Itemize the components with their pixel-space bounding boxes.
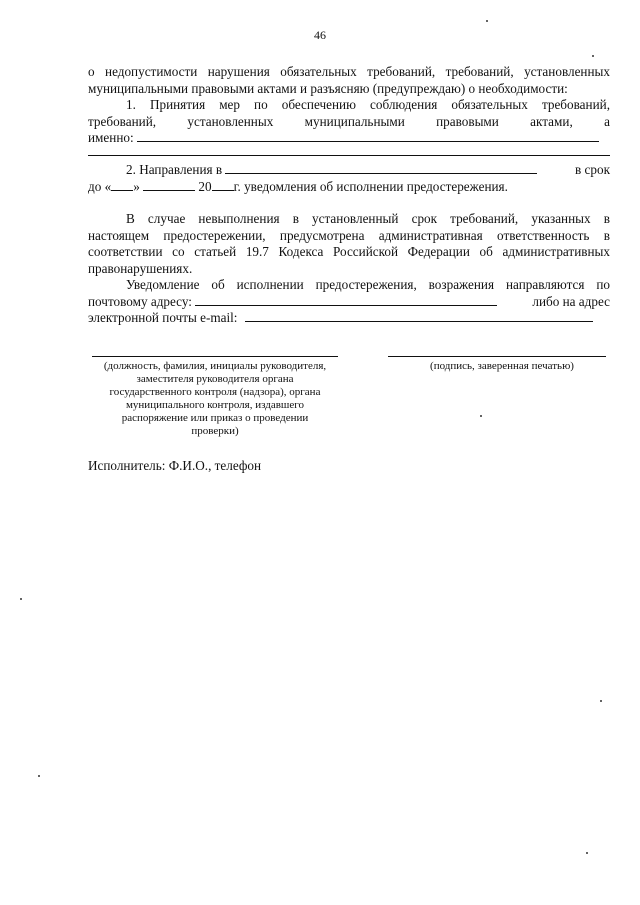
notification-line-3 <box>88 310 610 327</box>
liability-line-1: В случае невыполнения в установленный срок требований, указанных в <box>126 211 610 226</box>
postal-or-email: либо на адрес <box>532 293 610 309</box>
official-caption-line: муниципального контроля, издавшего <box>125 399 305 411</box>
email-blank[interactable] <box>245 310 593 322</box>
notification-line-2 <box>88 294 610 311</box>
email-label: электронной почты e-mail: <box>88 310 238 325</box>
intro-line-1: о недопустимости нарушения обязательных требований, требований, установленных <box>88 64 610 79</box>
scan-speck <box>480 415 482 417</box>
item-2-date-close: » <box>133 178 140 194</box>
intro-line-2: муниципальными правовыми актами и разъясняю (предупреждаю) о необходимости: <box>88 80 568 96</box>
item-2-start: 2. Направления в <box>126 162 223 177</box>
item-2-blank-day[interactable] <box>111 179 133 191</box>
intro-paragraph <box>88 64 610 97</box>
scan-speck <box>38 775 40 777</box>
executor-text: Исполнитель: Ф.И.О., телефон <box>88 458 262 473</box>
scan-speck <box>600 700 602 702</box>
item-1-word: правовыми <box>436 113 499 129</box>
postal-label: почтовому адресу: <box>88 293 192 309</box>
item-1-label: именно: <box>88 130 134 145</box>
official-signature-line[interactable] <box>92 356 338 357</box>
item-2-date-open: до « <box>88 178 112 194</box>
item-1-word: актами, <box>530 113 573 129</box>
item-1-blank[interactable] <box>137 130 599 142</box>
item-2-blank-month[interactable] <box>143 179 195 191</box>
liability-line-2: настоящем предостережении, предусмотрена административная ответственность в <box>88 227 610 243</box>
official-caption-line: заместителя руководителя органа <box>136 373 294 385</box>
executor-line <box>88 458 610 475</box>
item-2 <box>88 162 610 195</box>
item-1-line-3 <box>88 130 610 147</box>
item-2-year-prefix: 20 <box>198 178 212 194</box>
page-number: 46 <box>314 28 326 42</box>
item-1-word: а <box>604 113 610 129</box>
item-1-word: муниципальными <box>304 113 405 129</box>
scan-speck <box>592 55 594 57</box>
item-1-word: требований, <box>88 113 157 129</box>
official-caption <box>86 360 344 438</box>
item-1-word: установленных <box>187 113 274 129</box>
item-2-blank-year[interactable] <box>212 179 234 191</box>
item-2-rest: г. уведомления об исполнении предостережения. <box>233 178 508 194</box>
official-caption-line: государственного контроля (надзора), органа <box>109 386 321 398</box>
scan-speck <box>20 598 22 600</box>
item-1-line-2 <box>88 114 610 131</box>
stamp-caption: (подпись, заверенная печатью) <box>430 360 574 372</box>
liability-line-3: соответствии со статьей 19.7 Кодекса Российской Федерации об административных <box>88 244 610 259</box>
item-1-line-1: 1. Принятия мер по обеспечению соблюдения обязательных требований, <box>126 97 610 112</box>
official-caption-line: (должность, фамилия, инициалы руководителя, <box>103 360 327 372</box>
official-caption-line: проверки) <box>191 425 239 437</box>
scan-speck <box>586 852 588 854</box>
scan-speck <box>486 20 488 22</box>
item-2-line-1 <box>88 162 610 179</box>
item-2-end: в срок <box>575 162 610 177</box>
liability-paragraph <box>88 211 610 277</box>
postal-address-blank[interactable] <box>195 294 497 306</box>
notification-line-1: Уведомление об исполнении предостережения, возражения направляются по <box>126 277 610 292</box>
official-caption-line: распоряжение или приказ о проведении <box>121 412 309 424</box>
item-2-line-2 <box>88 179 610 196</box>
notification-paragraph <box>88 277 610 327</box>
liability-line-4: правонарушениях. <box>88 260 193 276</box>
item-1 <box>88 97 610 147</box>
stamp-signature-line[interactable] <box>388 356 606 357</box>
item-1-blank-line-2[interactable] <box>88 155 610 156</box>
item-2-blank-recipient[interactable] <box>225 162 537 174</box>
